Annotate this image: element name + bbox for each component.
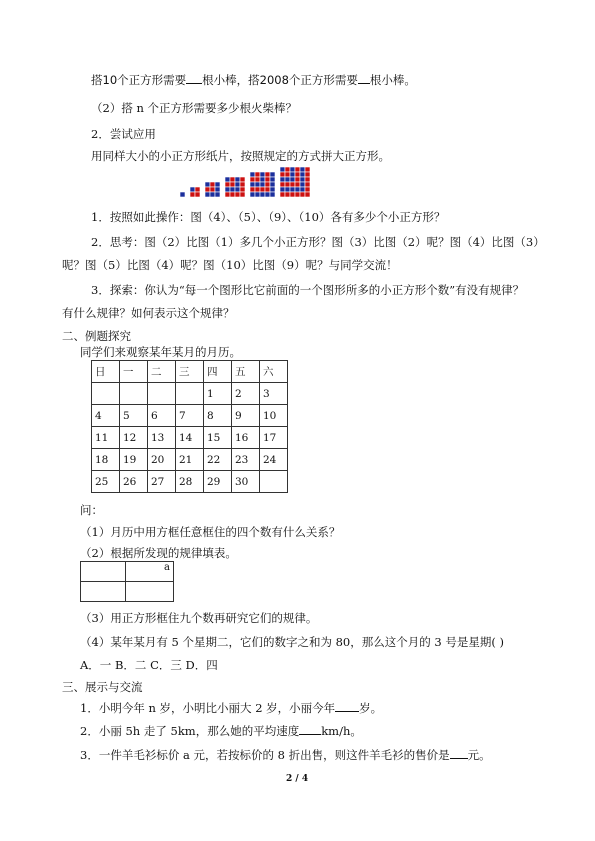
square-tile <box>215 187 220 192</box>
calendar-day-cell: 17 <box>260 427 288 449</box>
square-tile <box>305 182 310 187</box>
calendar-day-cell: 11 <box>92 427 120 449</box>
square-tile <box>305 177 310 182</box>
square-tile <box>295 192 300 197</box>
calendar-day-cell: 14 <box>176 427 204 449</box>
question-2: （2）根据所发现的规律填表。 <box>80 546 237 560</box>
square-tile <box>255 172 260 177</box>
square-tile <box>260 192 265 197</box>
square-tile <box>300 182 305 187</box>
square-tile <box>255 177 260 182</box>
square-tile <box>260 172 265 177</box>
square-tile <box>300 177 305 182</box>
square-tile <box>250 192 255 197</box>
square-tile <box>285 192 290 197</box>
table-cell[interactable] <box>81 582 126 602</box>
square-tile <box>255 187 260 192</box>
table-cell[interactable] <box>81 562 126 582</box>
square-tile <box>265 192 270 197</box>
square-tile <box>250 172 255 177</box>
square-tile <box>270 182 275 187</box>
calendar-day-cell: 21 <box>176 449 204 471</box>
calendar-day-cell: 15 <box>204 427 232 449</box>
square-tile <box>235 177 240 182</box>
text: 1．小明今年 n 岁，小明比小丽大 2 岁，小丽今年 <box>80 701 336 715</box>
square-tile <box>305 187 310 192</box>
calendar-day-cell: 28 <box>176 471 204 493</box>
calendar-intro: 同学们来观察某年某月的月历。 <box>80 345 241 359</box>
square-tile <box>240 192 245 197</box>
square-tile <box>210 187 215 192</box>
square-tile <box>295 182 300 187</box>
question-n-squares: （2）搭 n 个正方形需要多少根火柴棒？ <box>91 101 298 115</box>
calendar-table <box>91 360 288 493</box>
square-tile <box>225 187 230 192</box>
square-tile <box>265 177 270 182</box>
calendar-day-cell: 29 <box>204 471 232 493</box>
calendar-day-cell: 7 <box>176 405 204 427</box>
calendar-day-cell <box>148 383 176 405</box>
calendar-day-cell: 16 <box>232 427 260 449</box>
square-tile <box>235 182 240 187</box>
calendar-day-cell: 26 <box>120 471 148 493</box>
calendar-day-cell: 12 <box>120 427 148 449</box>
calendar-day-cell: 25 <box>92 471 120 493</box>
square-tile <box>190 187 195 192</box>
square-tile <box>255 182 260 187</box>
exercise-1 <box>80 700 382 716</box>
table-cell-a: a <box>126 562 174 582</box>
calendar-day-cell: 5 <box>120 405 148 427</box>
answer-blank[interactable] <box>186 72 202 84</box>
calendar-weekday: 四 <box>204 361 232 383</box>
square-tile <box>280 172 285 177</box>
answer-options: A．一 B．二 C．三 D．四 <box>80 658 218 672</box>
calendar-day-cell: 23 <box>232 449 260 471</box>
square-tile <box>230 177 235 182</box>
calendar-header-row <box>92 361 288 383</box>
calendar-day-cell: 3 <box>260 383 288 405</box>
calendar-day-cell <box>120 383 148 405</box>
square-tile <box>290 172 295 177</box>
question-4: （4）某年某月有 5 个星期二，它们的数字之和为 80，那么这个月的 3 号是星期( ) <box>80 635 504 649</box>
calendar-day-cell: 10 <box>260 405 288 427</box>
square-tile <box>260 187 265 192</box>
square-tile <box>285 172 290 177</box>
question-3: （3）用正方形框住九个数再研究它们的规律。 <box>80 611 318 625</box>
square-tile <box>285 167 290 172</box>
answer-blank[interactable] <box>450 747 468 759</box>
square-tile <box>290 167 295 172</box>
square-tile <box>280 192 285 197</box>
answer-blank[interactable] <box>335 700 359 712</box>
calendar-weekday: 五 <box>232 361 260 383</box>
square-tile <box>285 182 290 187</box>
calendar-day-cell: 22 <box>204 449 232 471</box>
square-tile <box>285 177 290 182</box>
square-tile <box>270 177 275 182</box>
instruction-text: 用同样大小的小正方形纸片，按照规定的方式拼大正方形。 <box>91 149 390 163</box>
text: 根小棒。 <box>369 73 416 87</box>
task-1: 1．按照如此操作：图（4）、（5）、（9）、（10）各有多少个小正方形？ <box>91 210 446 224</box>
square-tile <box>300 187 305 192</box>
square-tile <box>230 187 235 192</box>
calendar-weekday: 三 <box>176 361 204 383</box>
task-3-cont: 有什么规律？如何表示这个规律？ <box>62 306 235 320</box>
text: km/h。 <box>321 724 362 738</box>
square-tile <box>295 167 300 172</box>
square-tile <box>290 182 295 187</box>
square-tile <box>265 172 270 177</box>
square-tile <box>280 177 285 182</box>
square-tile <box>260 182 265 187</box>
square-tile <box>270 192 275 197</box>
calendar-day-cell: 2 <box>232 383 260 405</box>
square-tile <box>215 182 220 187</box>
calendar-day-cell: 4 <box>92 405 120 427</box>
square-tile <box>285 187 290 192</box>
text: 根小棒，搭2008个正方形需要 <box>202 73 358 87</box>
square-tile <box>180 192 185 197</box>
answer-blank[interactable] <box>358 72 370 84</box>
square-tile <box>280 182 285 187</box>
calendar-day-cell <box>92 383 120 405</box>
text: 岁。 <box>359 701 383 715</box>
square-tile <box>290 192 295 197</box>
page-number: 2 / 4 <box>286 774 309 784</box>
task-2-cont: 呢？图（5）比图（4）呢？图（10）比图（9）呢？与同学交流！ <box>62 258 398 272</box>
square-tiles-figure <box>180 160 325 200</box>
square-tile <box>300 172 305 177</box>
square-tile <box>225 182 230 187</box>
question-label: 问： <box>80 503 103 517</box>
square-tile <box>190 192 195 197</box>
exercise-3 <box>80 747 491 763</box>
calendar-weekday: 日 <box>92 361 120 383</box>
square-tile <box>305 172 310 177</box>
square-tile <box>195 187 200 192</box>
square-tile <box>235 187 240 192</box>
calendar-day-cell: 8 <box>204 405 232 427</box>
square-tile <box>250 182 255 187</box>
calendar-day-cell <box>260 471 288 493</box>
calendar-day-cell: 24 <box>260 449 288 471</box>
question-1: （1）月历中用方框任意框住的四个数有什么关系？ <box>80 525 341 539</box>
calendar-day-cell: 18 <box>92 449 120 471</box>
square-tile <box>255 192 260 197</box>
square-tile <box>225 192 230 197</box>
square-tile <box>280 167 285 172</box>
calendar-weekday: 六 <box>260 361 288 383</box>
pattern-fill-table <box>80 561 174 602</box>
square-tile <box>215 192 220 197</box>
task-2: 2．思考：图（2）比图（1）多几个小正方形？图（3）比图（2）呢？图（4）比图（3） <box>91 235 545 249</box>
calendar-day-cell: 9 <box>232 405 260 427</box>
square-tile <box>270 187 275 192</box>
task-3: 3．探索：你认为“每一个图形比它前面的一个图形所多的小正方形个数”有没有规律？ <box>91 283 525 297</box>
square-tile <box>270 172 275 177</box>
square-tile <box>205 192 210 197</box>
calendar-day-cell: 1 <box>204 383 232 405</box>
calendar-weekday: 二 <box>148 361 176 383</box>
calendar-day-cell: 19 <box>120 449 148 471</box>
square-tile <box>250 187 255 192</box>
answer-blank[interactable] <box>299 723 321 735</box>
calendar-week-row <box>92 449 288 471</box>
calendar-day-cell <box>176 383 204 405</box>
calendar-week-row <box>92 405 288 427</box>
square-tile <box>300 192 305 197</box>
square-tile <box>240 187 245 192</box>
square-tile <box>210 192 215 197</box>
square-tile <box>250 177 255 182</box>
square-tile <box>195 192 200 197</box>
square-tile <box>225 177 230 182</box>
square-tile <box>205 182 210 187</box>
text: 2．小丽 5h 走了 5km，那么她的平均速度 <box>80 724 300 738</box>
section-heading: 2．尝试应用 <box>91 127 156 141</box>
square-tile <box>260 177 265 182</box>
square-tile <box>280 187 285 192</box>
calendar-weekday: 一 <box>120 361 148 383</box>
square-tile <box>265 182 270 187</box>
calendar-day-cell: 27 <box>148 471 176 493</box>
calendar-week-row <box>92 383 288 405</box>
calendar-week-row <box>92 471 288 493</box>
calendar-day-cell: 20 <box>148 449 176 471</box>
square-tile <box>295 187 300 192</box>
exercise-2 <box>80 723 362 739</box>
square-tile <box>290 177 295 182</box>
section-heading: 二、例题探究 <box>62 329 131 343</box>
line-stick-count <box>91 72 416 88</box>
square-tile <box>290 187 295 192</box>
calendar-day-cell: 30 <box>232 471 260 493</box>
square-tile <box>235 192 240 197</box>
square-tile <box>205 187 210 192</box>
square-tile <box>230 182 235 187</box>
calendar-day-cell: 6 <box>148 405 176 427</box>
square-tile <box>240 177 245 182</box>
square-tile <box>305 192 310 197</box>
square-tile <box>300 167 305 172</box>
square-tile <box>265 187 270 192</box>
text: 3．一件羊毛衫标价 a 元，若按标价的 8 折出售，则这件羊毛衫的售价是 <box>80 748 450 762</box>
square-tile <box>240 182 245 187</box>
calendar-week-row <box>92 427 288 449</box>
text: 搭10个正方形需要 <box>91 73 187 87</box>
square-tile <box>295 172 300 177</box>
section-heading: 三、展示与交流 <box>62 680 143 694</box>
calendar-day-cell: 13 <box>148 427 176 449</box>
square-tile <box>230 192 235 197</box>
square-tile <box>295 177 300 182</box>
square-tile <box>305 167 310 172</box>
square-tile <box>210 182 215 187</box>
text: 元。 <box>467 748 491 762</box>
table-cell[interactable] <box>126 582 174 602</box>
